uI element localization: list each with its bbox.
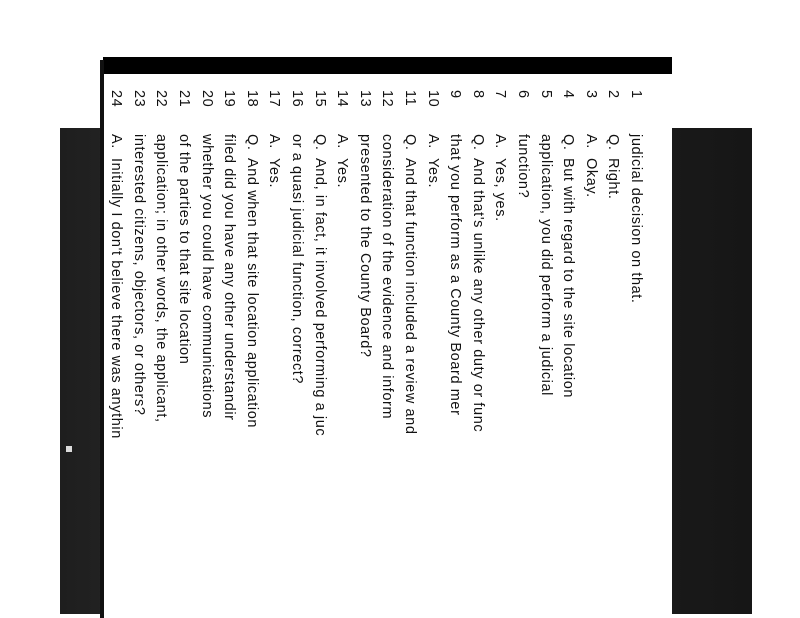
- transcript-page: [104, 74, 672, 618]
- transcript-line: [305, 90, 328, 618]
- line-text: And that function included a review and: [402, 158, 418, 435]
- speaker-label: Q.: [560, 134, 577, 151]
- line-number: 16: [289, 90, 305, 108]
- line-number: 8: [469, 90, 486, 99]
- transcript-line: [350, 90, 373, 618]
- transcript-line: [554, 90, 577, 618]
- transcript-line: [531, 90, 554, 618]
- line-number: 23: [130, 90, 147, 108]
- speaker-label: A.: [582, 134, 599, 149]
- speaker-label: Q.: [402, 134, 418, 151]
- line-number: 12: [379, 90, 396, 108]
- speaker-label: A.: [334, 134, 351, 149]
- line-number: 5: [537, 90, 554, 99]
- line-number: 18: [243, 90, 260, 108]
- transcript-line: [486, 90, 509, 618]
- line-text: And when that site location application: [243, 158, 260, 429]
- line-number: 2: [605, 90, 622, 99]
- line-text: judicial decision on that.: [628, 134, 644, 304]
- line-number: 1: [628, 90, 644, 99]
- line-number: 19: [221, 90, 238, 108]
- transcript-line: [418, 90, 441, 618]
- transcript-line: [441, 90, 464, 618]
- speaker-label: Q.: [469, 134, 486, 151]
- speaker-label: Q.: [311, 134, 328, 151]
- line-text: And, in fact, it involved performing a juc: [311, 158, 328, 437]
- speaker-label: Q.: [243, 134, 260, 151]
- line-text: or a quasi judicial function, correct?: [289, 134, 305, 385]
- transcript-line: [395, 90, 418, 618]
- line-text: that you perform as a County Board mer: [447, 134, 464, 416]
- line-text: consideration of the evidence and inform: [379, 134, 396, 420]
- transcript-body: [104, 90, 644, 618]
- line-text: function?: [515, 134, 531, 199]
- line-text: interested citizens, objectors, or others?: [130, 134, 147, 416]
- line-text: Yes.: [424, 158, 441, 189]
- speaker-label: A.: [108, 134, 125, 149]
- line-text: Yes.: [266, 158, 283, 189]
- line-number: 10: [424, 90, 441, 108]
- transcript-line: [508, 90, 531, 618]
- transcript-line: [373, 90, 396, 618]
- transcript-line: [237, 90, 260, 618]
- transcript-line: [124, 90, 147, 618]
- line-text: And that's unlike any other duty or func: [469, 158, 486, 433]
- transcript-line: [192, 90, 215, 618]
- line-number: 17: [266, 90, 283, 108]
- transcript-line: [463, 90, 486, 618]
- line-text: whether you could have communications: [198, 134, 215, 419]
- line-text: presented to the County Board?: [356, 134, 373, 358]
- speaker-label: A.: [492, 134, 509, 149]
- scan-top-edge: [103, 57, 672, 74]
- transcript-line: [328, 90, 351, 618]
- speaker-label: Q.: [605, 134, 622, 151]
- transcript-line: [621, 90, 644, 618]
- line-text: But with regard to the site location: [560, 158, 577, 399]
- line-number: 21: [176, 90, 192, 108]
- line-text: Yes.: [334, 158, 351, 189]
- transcript-line: [169, 90, 192, 618]
- line-text: application; in other words, the applicant,: [153, 134, 170, 423]
- line-number: 13: [356, 90, 373, 108]
- line-number: 14: [334, 90, 351, 108]
- transcript-line: [147, 90, 170, 618]
- transcript-line: [104, 90, 124, 618]
- transcript-line: [599, 90, 622, 618]
- line-text: Yes, yes.: [492, 158, 509, 222]
- transcript-line: [576, 90, 599, 618]
- line-text: Right.: [605, 158, 622, 200]
- line-number: 11: [402, 90, 418, 107]
- scan-left-edge: [100, 60, 104, 618]
- line-text: filed did you have any other understandir: [221, 134, 238, 421]
- line-number: 4: [560, 90, 577, 99]
- line-number: 3: [582, 90, 599, 99]
- line-number: 22: [153, 90, 170, 108]
- speaker-label: A.: [424, 134, 441, 149]
- line-text: application, you did perform a judicial: [537, 134, 554, 396]
- transcript-line: [282, 90, 305, 618]
- line-text: of the parties to that site location: [176, 134, 192, 365]
- line-number: 24: [108, 90, 125, 108]
- line-number: 20: [198, 90, 215, 108]
- line-text: Okay.: [582, 158, 599, 198]
- transcript-line: [215, 90, 238, 618]
- speaker-label: A.: [266, 134, 283, 149]
- line-number: 7: [492, 90, 509, 99]
- scan-speck: [66, 446, 72, 452]
- line-number: 9: [447, 90, 464, 99]
- line-text: Initially I don't believe there was anythin: [108, 158, 125, 439]
- line-number: 15: [311, 90, 328, 108]
- line-number: 6: [515, 90, 531, 99]
- transcript-line: [260, 90, 283, 618]
